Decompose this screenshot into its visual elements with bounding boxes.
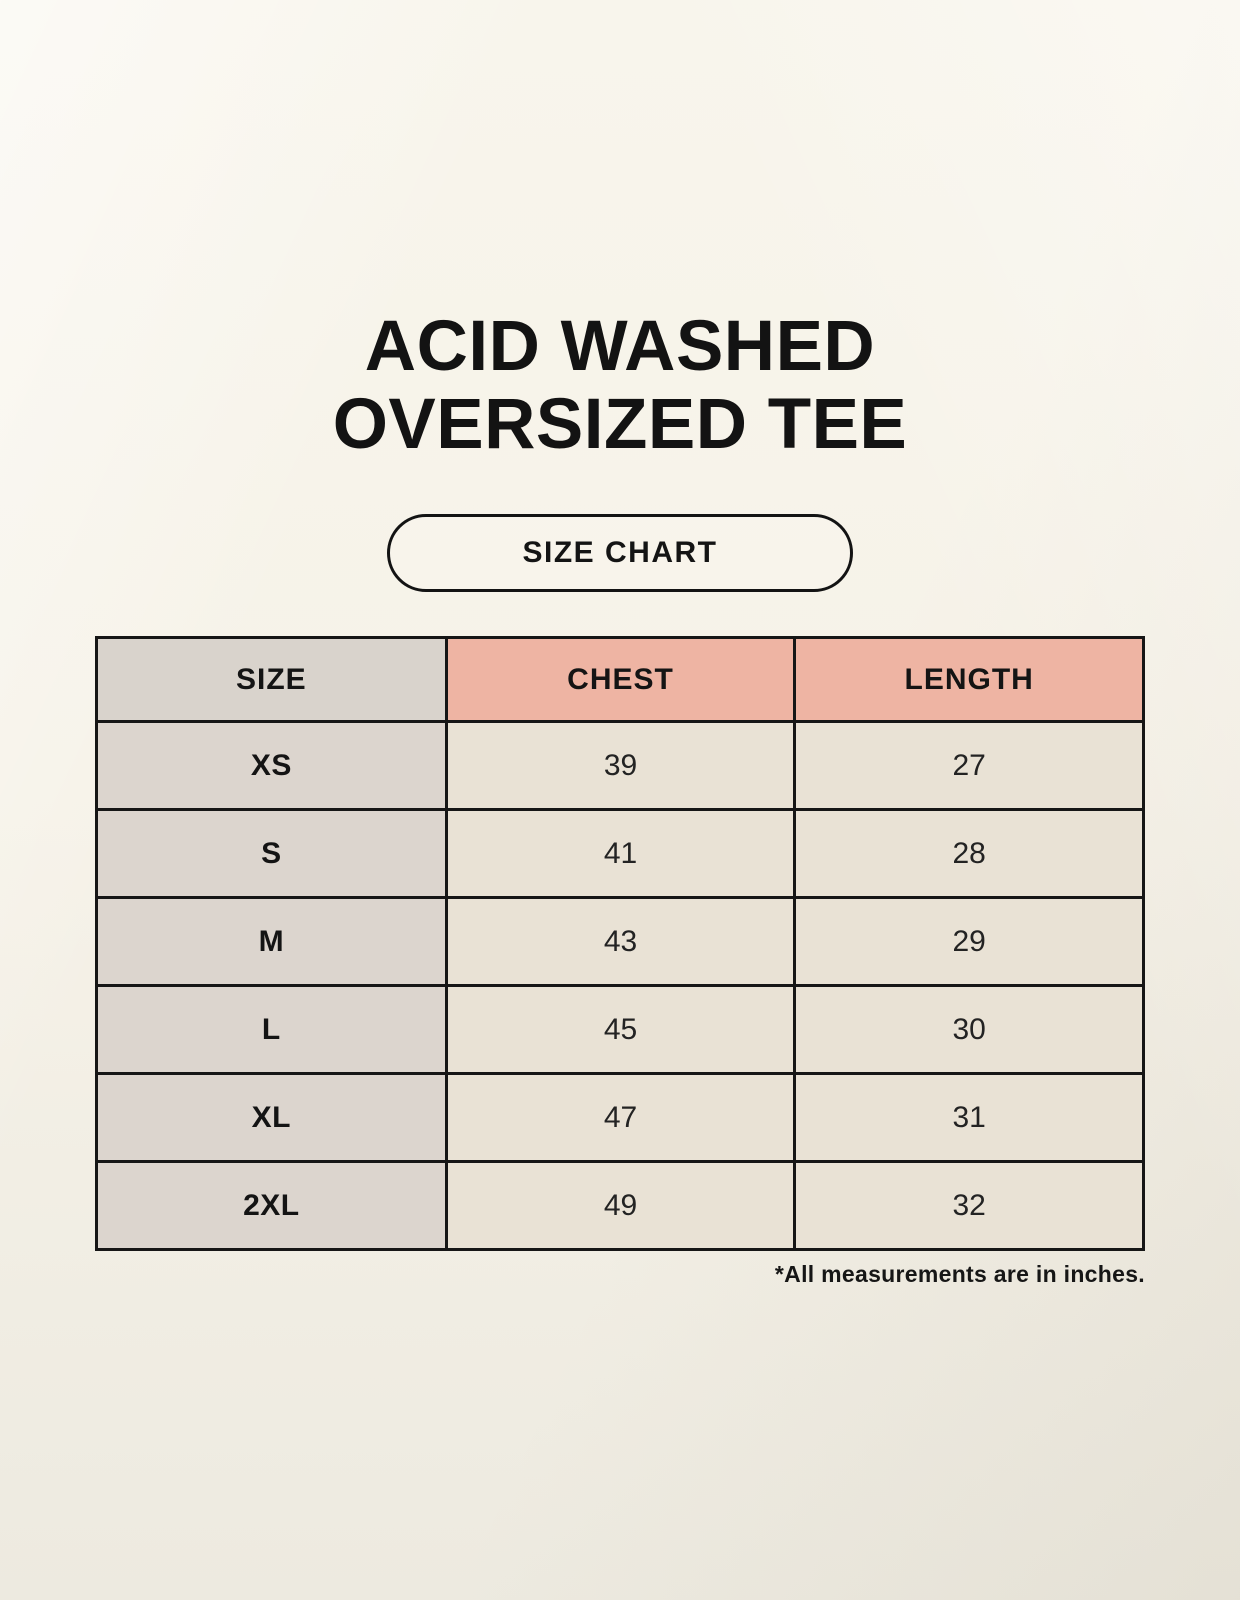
chest-value: 47 <box>446 1074 795 1162</box>
table-row <box>97 1074 1144 1162</box>
col-header-length: LENGTH <box>795 638 1144 722</box>
size-label: XS <box>97 722 447 810</box>
size-label: 2XL <box>97 1162 447 1250</box>
table-row <box>97 810 1144 898</box>
chest-value: 49 <box>446 1162 795 1250</box>
size-label: M <box>97 898 447 986</box>
chest-value: 43 <box>446 898 795 986</box>
product-title-line-2: OVERSIZED TEE <box>332 385 908 464</box>
table-row <box>97 722 1144 810</box>
size-label: L <box>97 986 447 1074</box>
header-row <box>97 638 1144 722</box>
length-value: 31 <box>795 1074 1144 1162</box>
table-row <box>97 986 1144 1074</box>
table-row <box>97 898 1144 986</box>
product-title-line-1: ACID WASHED <box>364 307 876 386</box>
length-value: 27 <box>795 722 1144 810</box>
size-label: S <box>97 810 447 898</box>
size-chart-table <box>95 636 1145 1251</box>
table-row <box>97 1162 1144 1250</box>
size-label: XL <box>97 1074 447 1162</box>
length-value: 30 <box>795 986 1144 1074</box>
length-value: 29 <box>795 898 1144 986</box>
measurements-note: *All measurements are in inches. <box>774 1261 1145 1287</box>
chest-value: 41 <box>446 810 795 898</box>
length-value: 28 <box>795 810 1144 898</box>
length-value: 32 <box>795 1162 1144 1250</box>
product-title <box>0 0 1240 464</box>
col-header-size: SIZE <box>97 638 447 722</box>
chest-value: 39 <box>446 722 795 810</box>
col-header-chest: CHEST <box>446 638 795 722</box>
size-chart-button-label: SIZE CHART <box>522 536 718 569</box>
chest-value: 45 <box>446 986 795 1074</box>
size-chart-button[interactable] <box>387 514 853 592</box>
